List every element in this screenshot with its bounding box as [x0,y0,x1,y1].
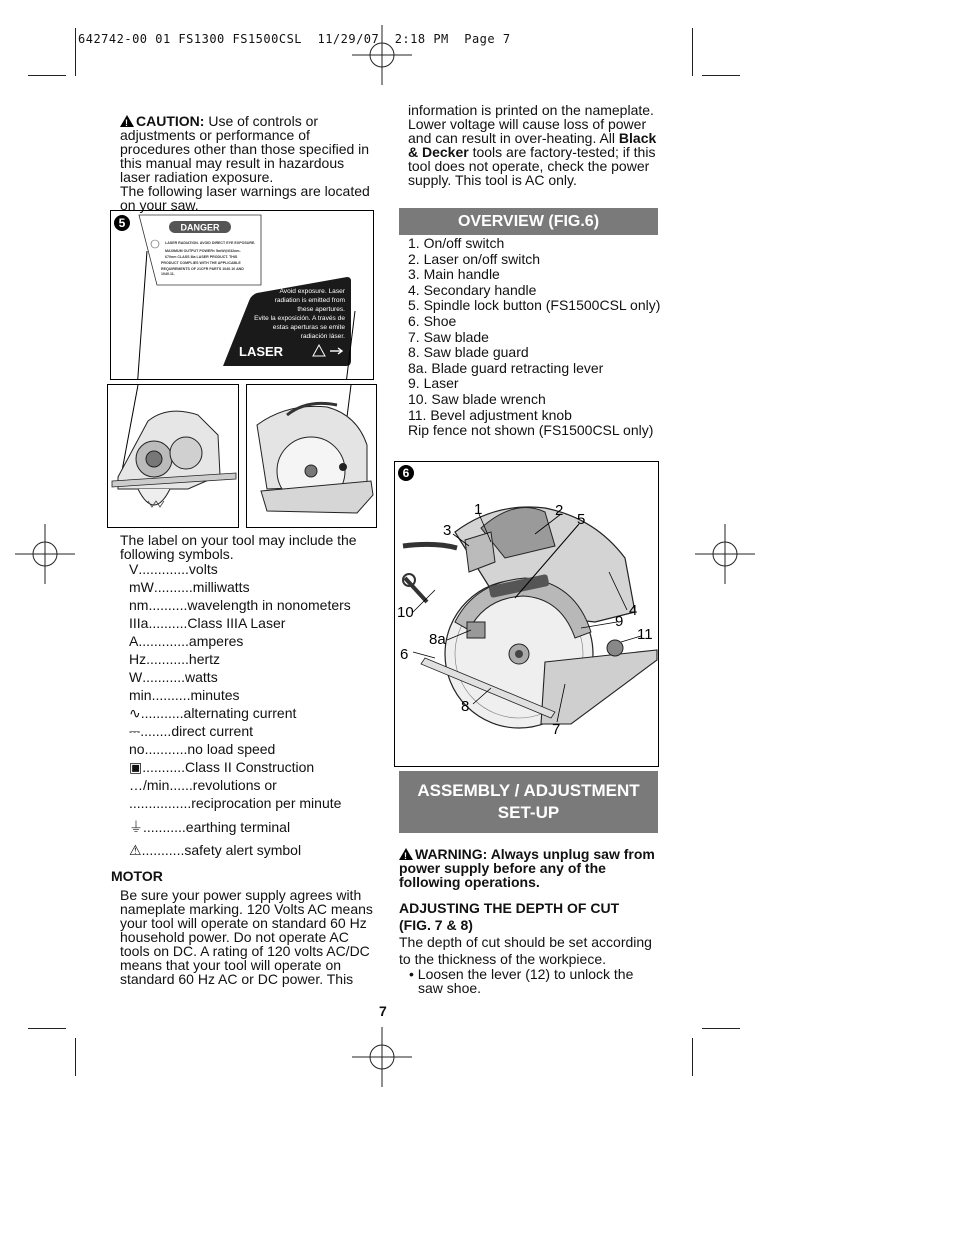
list-item: 2. Laser on/off switch [408,250,541,267]
aperture-line: Avoid exposure. Laser [279,288,345,295]
list-item: 8. Saw blade guard [408,344,529,361]
crop-mark [28,75,66,76]
depth-heading: ADJUSTING THE DEPTH OF CUT (FIG. 7 & 8) [399,900,620,933]
list-item: 6. Shoe [408,312,457,329]
class-ii-construction-icon: ▣ [129,759,143,775]
registration-mark-icon [695,524,755,584]
crop-mark [75,28,76,76]
warning-triangle-icon [120,115,134,127]
aperture-line: these apertures. [297,306,345,313]
symbol-row: mW..........milliwatts [129,579,250,595]
symbol-row: V.............volts [129,561,218,577]
list-item: 11. Bevel adjustment knob [408,406,572,423]
nameplate-text: information is printed on the nameplate. Lower voltage will cause loss of power and can result in over-heating. All Black & Decker tools are factory-tested; if this tool does not operate, check the power supply. This tool is AC only. [408,102,657,188]
symbol-row: …/min......revolutions or [129,777,277,793]
symbol-row: nm..........wavelength in nonometers [129,597,351,613]
symbol-row: ⏚...........earthing terminal [129,819,291,835]
overview-heading: OVERVIEW (FIG.6) [399,208,658,235]
symbol-row: IIIa..........Class IIIA Laser [129,615,286,631]
danger-line: PRODUCT COMPLIES WITH THE APPLICABLE [161,261,241,265]
caution-line: The following laser warnings are located [120,183,370,199]
symbols-intro-line: The label on your tool may include the [120,532,357,548]
danger-line: 1040.11. [161,272,175,276]
depth-text: The depth of cut should be set according to the thickness of the workpiece. [399,934,652,967]
registration-mark-icon [15,524,75,584]
figure-5-saw-front [107,384,239,528]
aperture-line: radiación láser. [300,333,345,340]
crop-mark [702,75,740,76]
list-item: 10. Saw blade wrench [408,390,546,407]
aperture-line: radiation is emitted from [274,297,345,304]
list-item: Rip fence not shown (FS1500CSL only) [408,422,654,439]
symbol-row: min..........minutes [129,687,240,703]
figure-5-label [110,210,374,380]
list-item: 1. On/off switch [408,235,505,251]
motor-text: Be sure your power supply agrees with nameplate marking. 120 Volts AC means your tool will operate on standard 60 Hz household power. Do not operate AC tools on DC. A rating of 120 volts AC/DC means that your tool will operate on standard 60 Hz AC or DC power. This [120,887,373,987]
symbol-row: no...........no load speed [129,741,276,757]
page-number: 7 [379,1003,387,1019]
registration-mark-icon [352,1027,412,1087]
callout-7: 7 [552,721,561,738]
symbol-row: ⎓........direct current [129,723,254,739]
symbol-row: Hz...........hertz [129,651,221,667]
caution-line: laser radiation exposure. [120,169,274,185]
callout-11: 11 [637,626,653,643]
depth-bullet: • Loosen the lever (12) to unlock the saw shoe. [409,966,634,996]
symbols-intro [120,533,380,561]
callout-3: 3 [443,522,452,539]
symbol-row: W...........watts [129,669,218,685]
figure-number-badge: 6 [398,465,414,481]
crop-mark [28,1028,66,1029]
list-item: 4. Secondary handle [408,281,537,298]
crop-mark [692,28,693,76]
callout-8a: 8a [429,631,446,648]
laser-warning-label-drawing [111,211,373,379]
warning-triangle-icon [399,848,413,860]
crop-mark [692,1038,693,1076]
callout-10: 10 [397,604,414,621]
circular-saw-drawing [395,462,658,766]
crop-mark [702,1028,740,1029]
danger-line: MAXIMUM OUTPUT POWER< 5mW@632nm- [165,249,241,253]
symbol-row: ................reciprocation per minute [129,795,342,811]
caution-label: CAUTION: [136,113,205,129]
figure-number-badge: 5 [114,215,130,231]
aperture-line: estas aperturas se emite [272,324,345,331]
callout-2: 2 [555,502,564,519]
list-item: 7. Saw blade [408,328,489,345]
callout-6: 6 [400,646,409,663]
callout-4: 4 [629,602,638,619]
alternating-current-icon: ∿ [129,705,141,721]
callout-5: 5 [577,511,586,528]
symbols-intro-line: following symbols. [120,546,234,562]
safety-alert-icon: ⚠ [129,842,142,858]
symbol-row: ⚠...........safety alert symbol [129,842,302,858]
caution-text: Use of controls or [204,113,319,129]
saw-side-drawing [247,385,376,527]
overview-list [408,236,663,439]
crop-mark [75,1038,76,1076]
assembly-heading: ASSEMBLY / ADJUSTMENT SET-UP [399,771,658,833]
caution-line: procedures other than those specified in [120,141,370,157]
symbol-row: ∿...........alternating current [129,705,297,721]
laser-word: LASER [239,344,284,359]
caution-line: adjustments or performance of [120,127,310,143]
danger-line: 670nm CLASS IIIa LASER PRODUCT. THIS [165,255,238,259]
callout-8: 8 [461,698,470,715]
motor-heading: MOTOR [111,868,163,884]
danger-line: REQUIREMENTS OF 21CFR PARTS 1040.10 AND [161,267,244,271]
caution-line: on your saw. [120,197,199,213]
list-item: 8a. Blade guard retracting lever [408,359,604,376]
warning-block: !WARNING: Always unplug saw from power supply before any of the following operations. [399,847,664,889]
symbol-row: A.............amperes [129,633,244,649]
earthing-terminal-icon: ⏚ [129,819,143,835]
direct-current-icon: ⎓ [129,723,141,739]
danger-title: DANGER [180,222,220,233]
list-item: 9. Laser [408,375,459,392]
callout-1: 1 [474,501,483,518]
caution-block [120,114,380,212]
print-header: 642742-00 01 FS1300 FS1500CSL 11/29/07 2:18 PM Page 7 [78,32,511,46]
danger-line: LASER RADIATION. AVOID DIRECT EYE EXPOSURE. [165,241,256,245]
figure-5-saw-side [246,384,377,528]
symbol-list [129,560,379,859]
callout-9: 9 [615,613,624,630]
figure-6 [394,461,659,767]
caution-line: this manual may result in hazardous [120,155,345,171]
aperture-line: Evite la exposición. A través de [254,315,345,322]
list-item: 5. Spindle lock button (FS1500CSL only) [408,297,661,314]
symbol-row: ▣...........Class II Construction [129,759,315,775]
saw-front-drawing [108,385,238,527]
registration-mark-icon [352,25,412,85]
list-item: 3. Main handle [408,266,500,283]
